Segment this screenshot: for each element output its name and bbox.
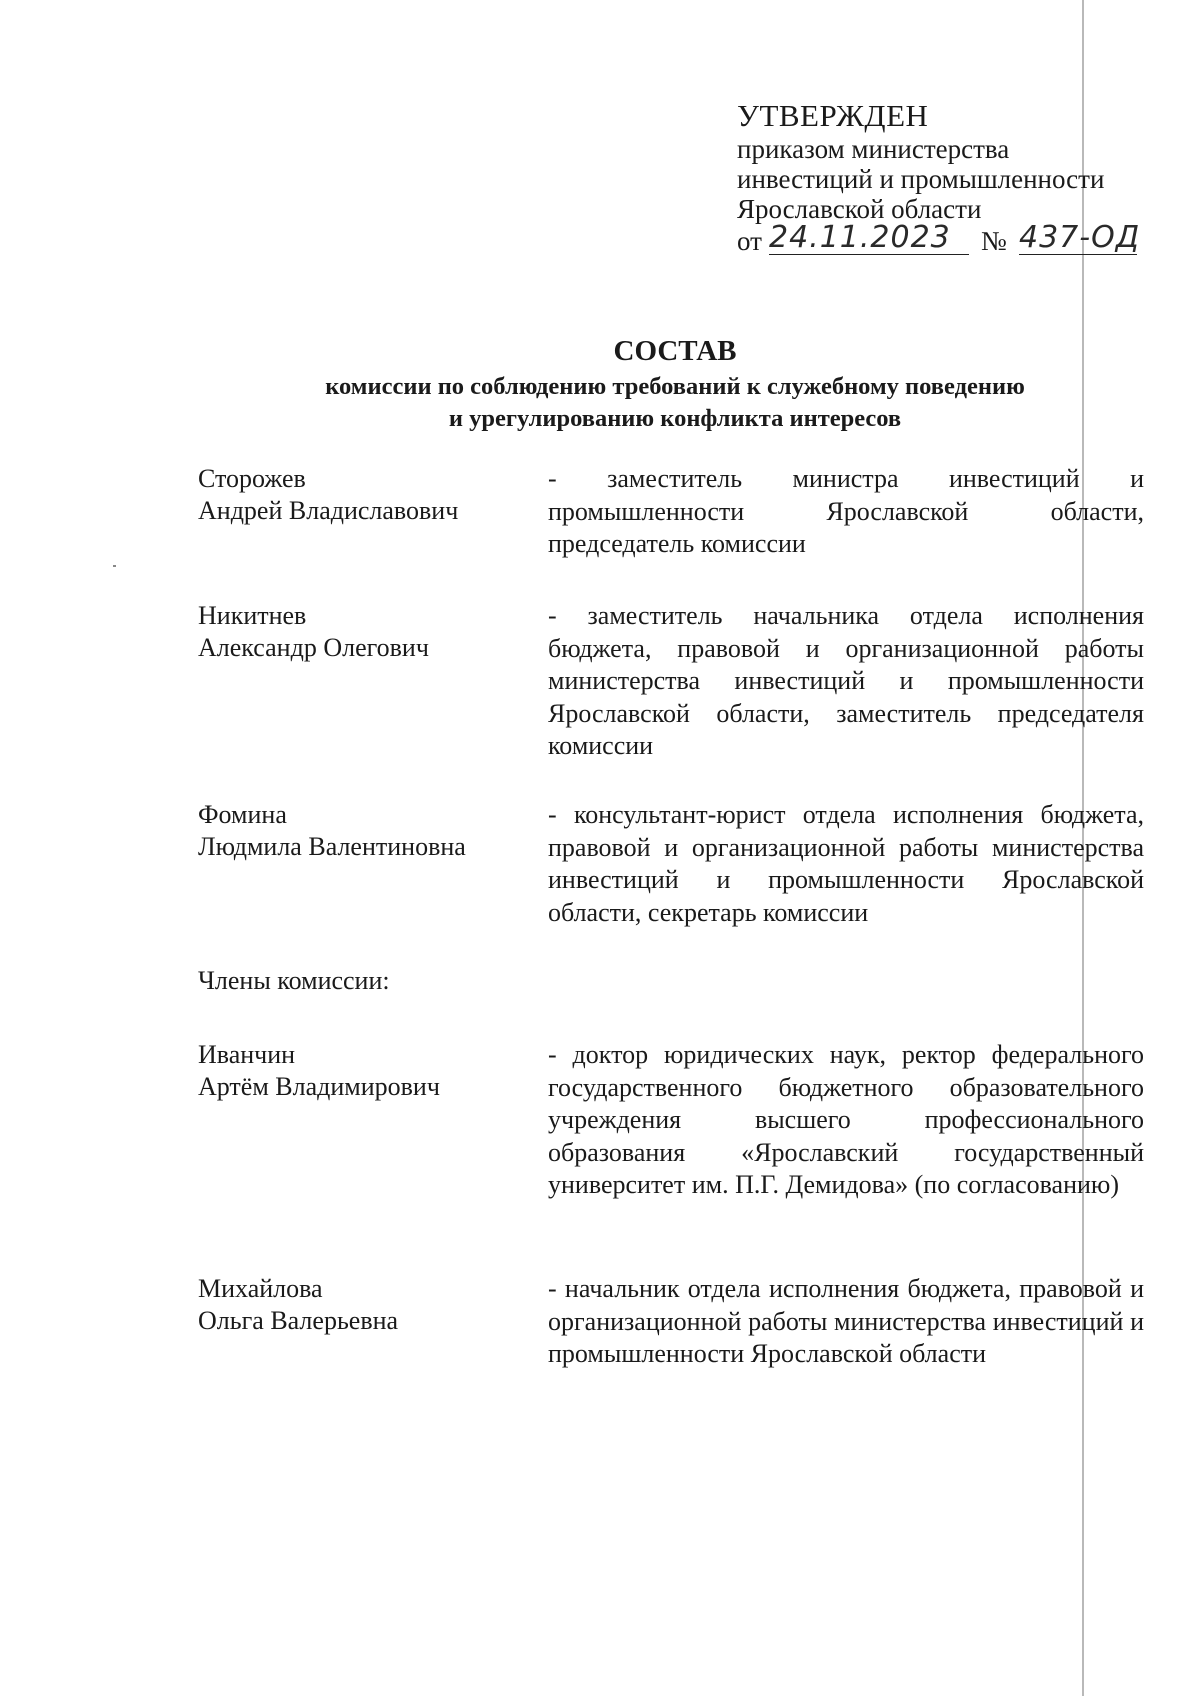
- member-surname: Никитнев: [198, 601, 307, 630]
- title-sub-line-2: и урегулированию конфликта интересов: [448, 405, 902, 432]
- member-person: [198, 1273, 528, 1337]
- number-prefix: №: [981, 226, 1007, 256]
- order-number: 437-ОД: [1019, 220, 1141, 255]
- approval-line-1: приказом министерства: [737, 134, 1010, 164]
- member-surname: Михайлова: [198, 1274, 323, 1303]
- order-date: 24.11.2023: [769, 224, 969, 255]
- member-role: - доктор юридических наук, ректор федерального государственного бюджетного образовательного учреждения высшего профессионального образования «Ярославский государственный университет им. П.Г. Демидова» (по согласованию): [548, 1040, 1144, 1199]
- member-name: Александр Олегович: [198, 633, 429, 662]
- member-surname: Иванчин: [198, 1040, 296, 1069]
- member-role: - заместитель министра инвестиций и промышленности Ярославской области, председатель комиссии: [548, 464, 1144, 558]
- members-section-label: Члены комиссии:: [198, 966, 390, 995]
- member-surname: Сторожев: [198, 464, 306, 493]
- member-person: [198, 1039, 528, 1103]
- approval-line-2: инвестиций и промышленности: [737, 164, 1105, 194]
- member-name: Андрей Владиславович: [198, 496, 459, 525]
- member-name: Артём Владимирович: [198, 1072, 440, 1101]
- title-main: СОСТАВ: [613, 335, 737, 367]
- order-date-number-row: [737, 220, 1177, 264]
- member-person: [198, 463, 528, 527]
- member-person: [198, 600, 528, 664]
- member-role: - заместитель начальника отдела исполнения бюджета, правовой и организационной работы министерства инвестиций и промышленности Ярославской области, заместитель председателя комиссии: [548, 601, 1144, 760]
- member-role: - консультант-юрист отдела исполнения бюджета, правовой и организационной работы министерства инвестиций и промышленности Ярославской области, секретарь комиссии: [548, 800, 1144, 927]
- approval-line-3: Ярославской области: [737, 194, 982, 224]
- member-person: [198, 799, 528, 863]
- scan-speck: [113, 565, 116, 567]
- member-name: Ольга Валерьевна: [198, 1306, 399, 1335]
- member-name: Людмила Валентиновна: [198, 832, 466, 861]
- title-sub-line-1: комиссии по соблюдению требований к служебному поведению: [325, 373, 1025, 400]
- approval-heading: УТВЕРЖДЕН: [737, 98, 929, 133]
- approval-block: [737, 98, 1177, 264]
- member-surname: Фомина: [198, 800, 287, 829]
- member-role: - начальник отдела исполнения бюджета, правовой и организационной работы министерства инвестиций и промышленности Ярославской области: [548, 1274, 1144, 1368]
- date-prefix: от: [737, 226, 762, 256]
- document-title: [200, 331, 1150, 435]
